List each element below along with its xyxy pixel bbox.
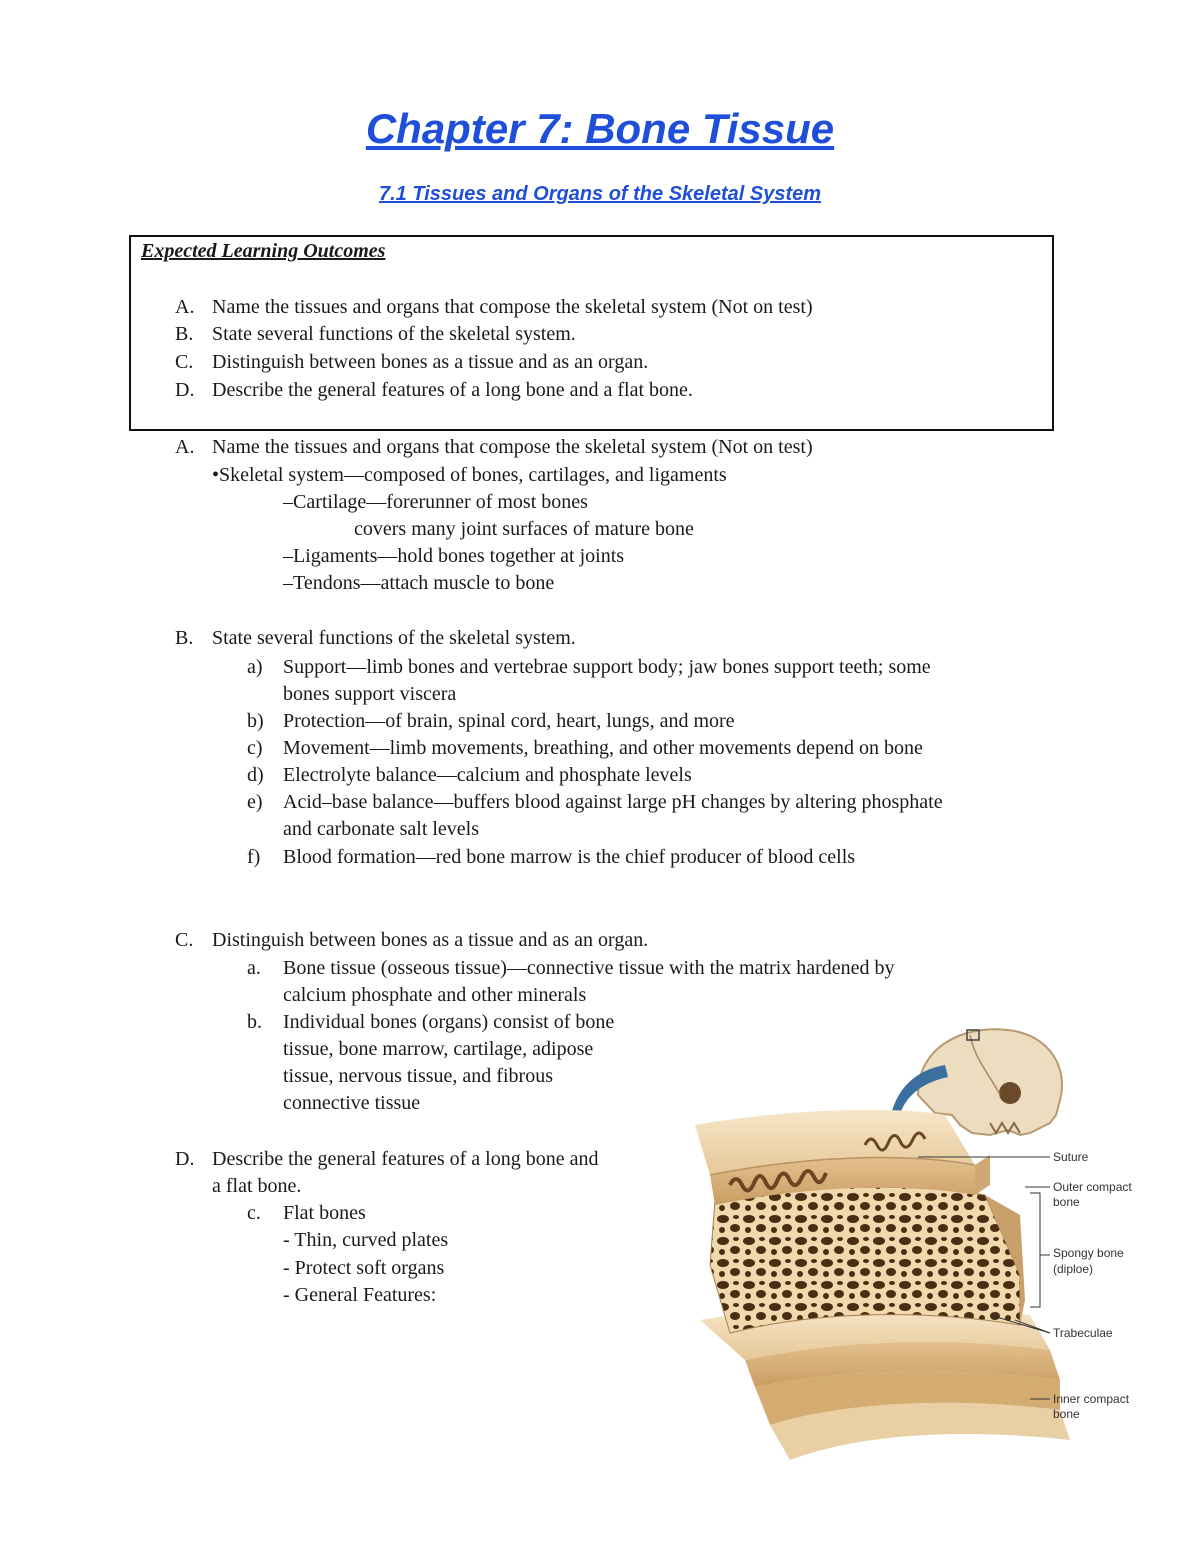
section-b-marker: B. bbox=[175, 627, 194, 649]
function-item: Support—limb bones and vertebrae support body; jaw bones support teeth; some bbox=[283, 656, 931, 678]
outcome-item: Describe the general features of a long bone and a flat bone. bbox=[212, 379, 693, 401]
section-a-line: •Skeletal system—composed of bones, cartilages, and ligaments bbox=[212, 464, 727, 486]
section-c-marker: C. bbox=[175, 929, 194, 951]
flat-bones-bullet: - General Features: bbox=[283, 1284, 437, 1306]
function-item: Blood formation—red bone marrow is the chief producer of blood cells bbox=[283, 846, 856, 868]
distinction-item: Bone tissue (osseous tissue)—connective tissue with the matrix hardened by bbox=[283, 957, 895, 979]
section-a-line: covers many joint surfaces of mature bone bbox=[354, 518, 694, 540]
distinction-item: calcium phosphate and other minerals bbox=[283, 984, 587, 1006]
flat-bones-marker: c. bbox=[247, 1202, 261, 1224]
label-trabeculae: Trabeculae bbox=[1053, 1326, 1113, 1340]
section-d-heading: Describe the general features of a long bone and bbox=[212, 1148, 599, 1170]
section-a-line: –Tendons—attach muscle to bone bbox=[283, 572, 555, 594]
distinction-item: tissue, bone marrow, cartilage, adipose bbox=[283, 1038, 594, 1060]
section-a-marker: A. bbox=[175, 436, 195, 458]
outcome-marker: B. bbox=[175, 323, 194, 345]
section-b-heading: State several functions of the skeletal system. bbox=[212, 627, 576, 649]
label-spongy-bone: (diploe) bbox=[1053, 1262, 1094, 1276]
flat-bones-bullet: - Protect soft organs bbox=[283, 1257, 445, 1279]
page-title: Chapter 7: Bone Tissue bbox=[365, 105, 835, 152]
section-subtitle: 7.1 Tissues and Organs of the Skeletal System bbox=[378, 183, 822, 205]
function-marker: f) bbox=[247, 846, 261, 868]
outcomes-heading: Expected Learning Outcomes bbox=[141, 240, 386, 262]
outcome-item: Name the tissues and organs that compose the skeletal system (Not on test) bbox=[212, 296, 813, 318]
label-inner-compact: Inner compact bbox=[1053, 1392, 1130, 1406]
section-c-heading: Distinguish between bones as a tissue and as an organ. bbox=[212, 929, 649, 951]
distinction-marker: a. bbox=[247, 957, 261, 979]
function-marker: b) bbox=[247, 710, 264, 732]
distinction-item: Individual bones (organs) consist of bone bbox=[283, 1011, 615, 1033]
flat-bones-bullet: - Thin, curved plates bbox=[283, 1229, 449, 1251]
flat-bone-figure bbox=[690, 1015, 1170, 1495]
section-d-heading: a flat bone. bbox=[212, 1175, 302, 1197]
function-marker: c) bbox=[247, 737, 263, 759]
outcome-marker: A. bbox=[175, 296, 195, 318]
distinction-item: tissue, nervous tissue, and fibrous bbox=[283, 1065, 553, 1087]
function-marker: a) bbox=[247, 656, 263, 678]
distinction-marker: b. bbox=[247, 1011, 262, 1033]
section-d-marker: D. bbox=[175, 1148, 195, 1170]
function-item: and carbonate salt levels bbox=[283, 818, 480, 840]
inner-compact-bone bbox=[700, 1306, 1070, 1460]
function-item: Electrolyte balance—calcium and phosphate levels bbox=[283, 764, 692, 786]
section-a-line: –Ligaments—hold bones together at joints bbox=[283, 545, 625, 567]
outcome-item: Distinguish between bones as a tissue and as an organ. bbox=[212, 351, 649, 373]
spongy-bone bbox=[710, 1187, 1025, 1333]
section-a-heading: Name the tissues and organs that compose the skeletal system (Not on test) bbox=[212, 436, 813, 458]
function-item: bones support viscera bbox=[283, 683, 457, 705]
function-item: Movement—limb movements, breathing, and other movements depend on bone bbox=[283, 737, 923, 759]
label-outer-compact: Outer compact bbox=[1053, 1180, 1132, 1194]
outcome-marker: D. bbox=[175, 379, 195, 401]
function-item: Protection—of brain, spinal cord, heart, lungs, and more bbox=[283, 710, 735, 732]
label-spongy-bone: Spongy bone bbox=[1053, 1246, 1124, 1260]
function-item: Acid–base balance—buffers blood against large pH changes by altering phosphate bbox=[283, 791, 943, 813]
function-marker: d) bbox=[247, 764, 264, 786]
outcome-marker: C. bbox=[175, 351, 194, 373]
flat-bones-heading: Flat bones bbox=[283, 1202, 366, 1224]
label-suture: Suture bbox=[1053, 1150, 1089, 1164]
label-outer-compact: bone bbox=[1053, 1195, 1080, 1209]
outcome-item: State several functions of the skeletal system. bbox=[212, 323, 576, 345]
section-a-line: –Cartilage—forerunner of most bones bbox=[283, 491, 588, 513]
function-marker: e) bbox=[247, 791, 263, 813]
label-inner-compact: bone bbox=[1053, 1407, 1080, 1421]
distinction-item: connective tissue bbox=[283, 1092, 421, 1114]
